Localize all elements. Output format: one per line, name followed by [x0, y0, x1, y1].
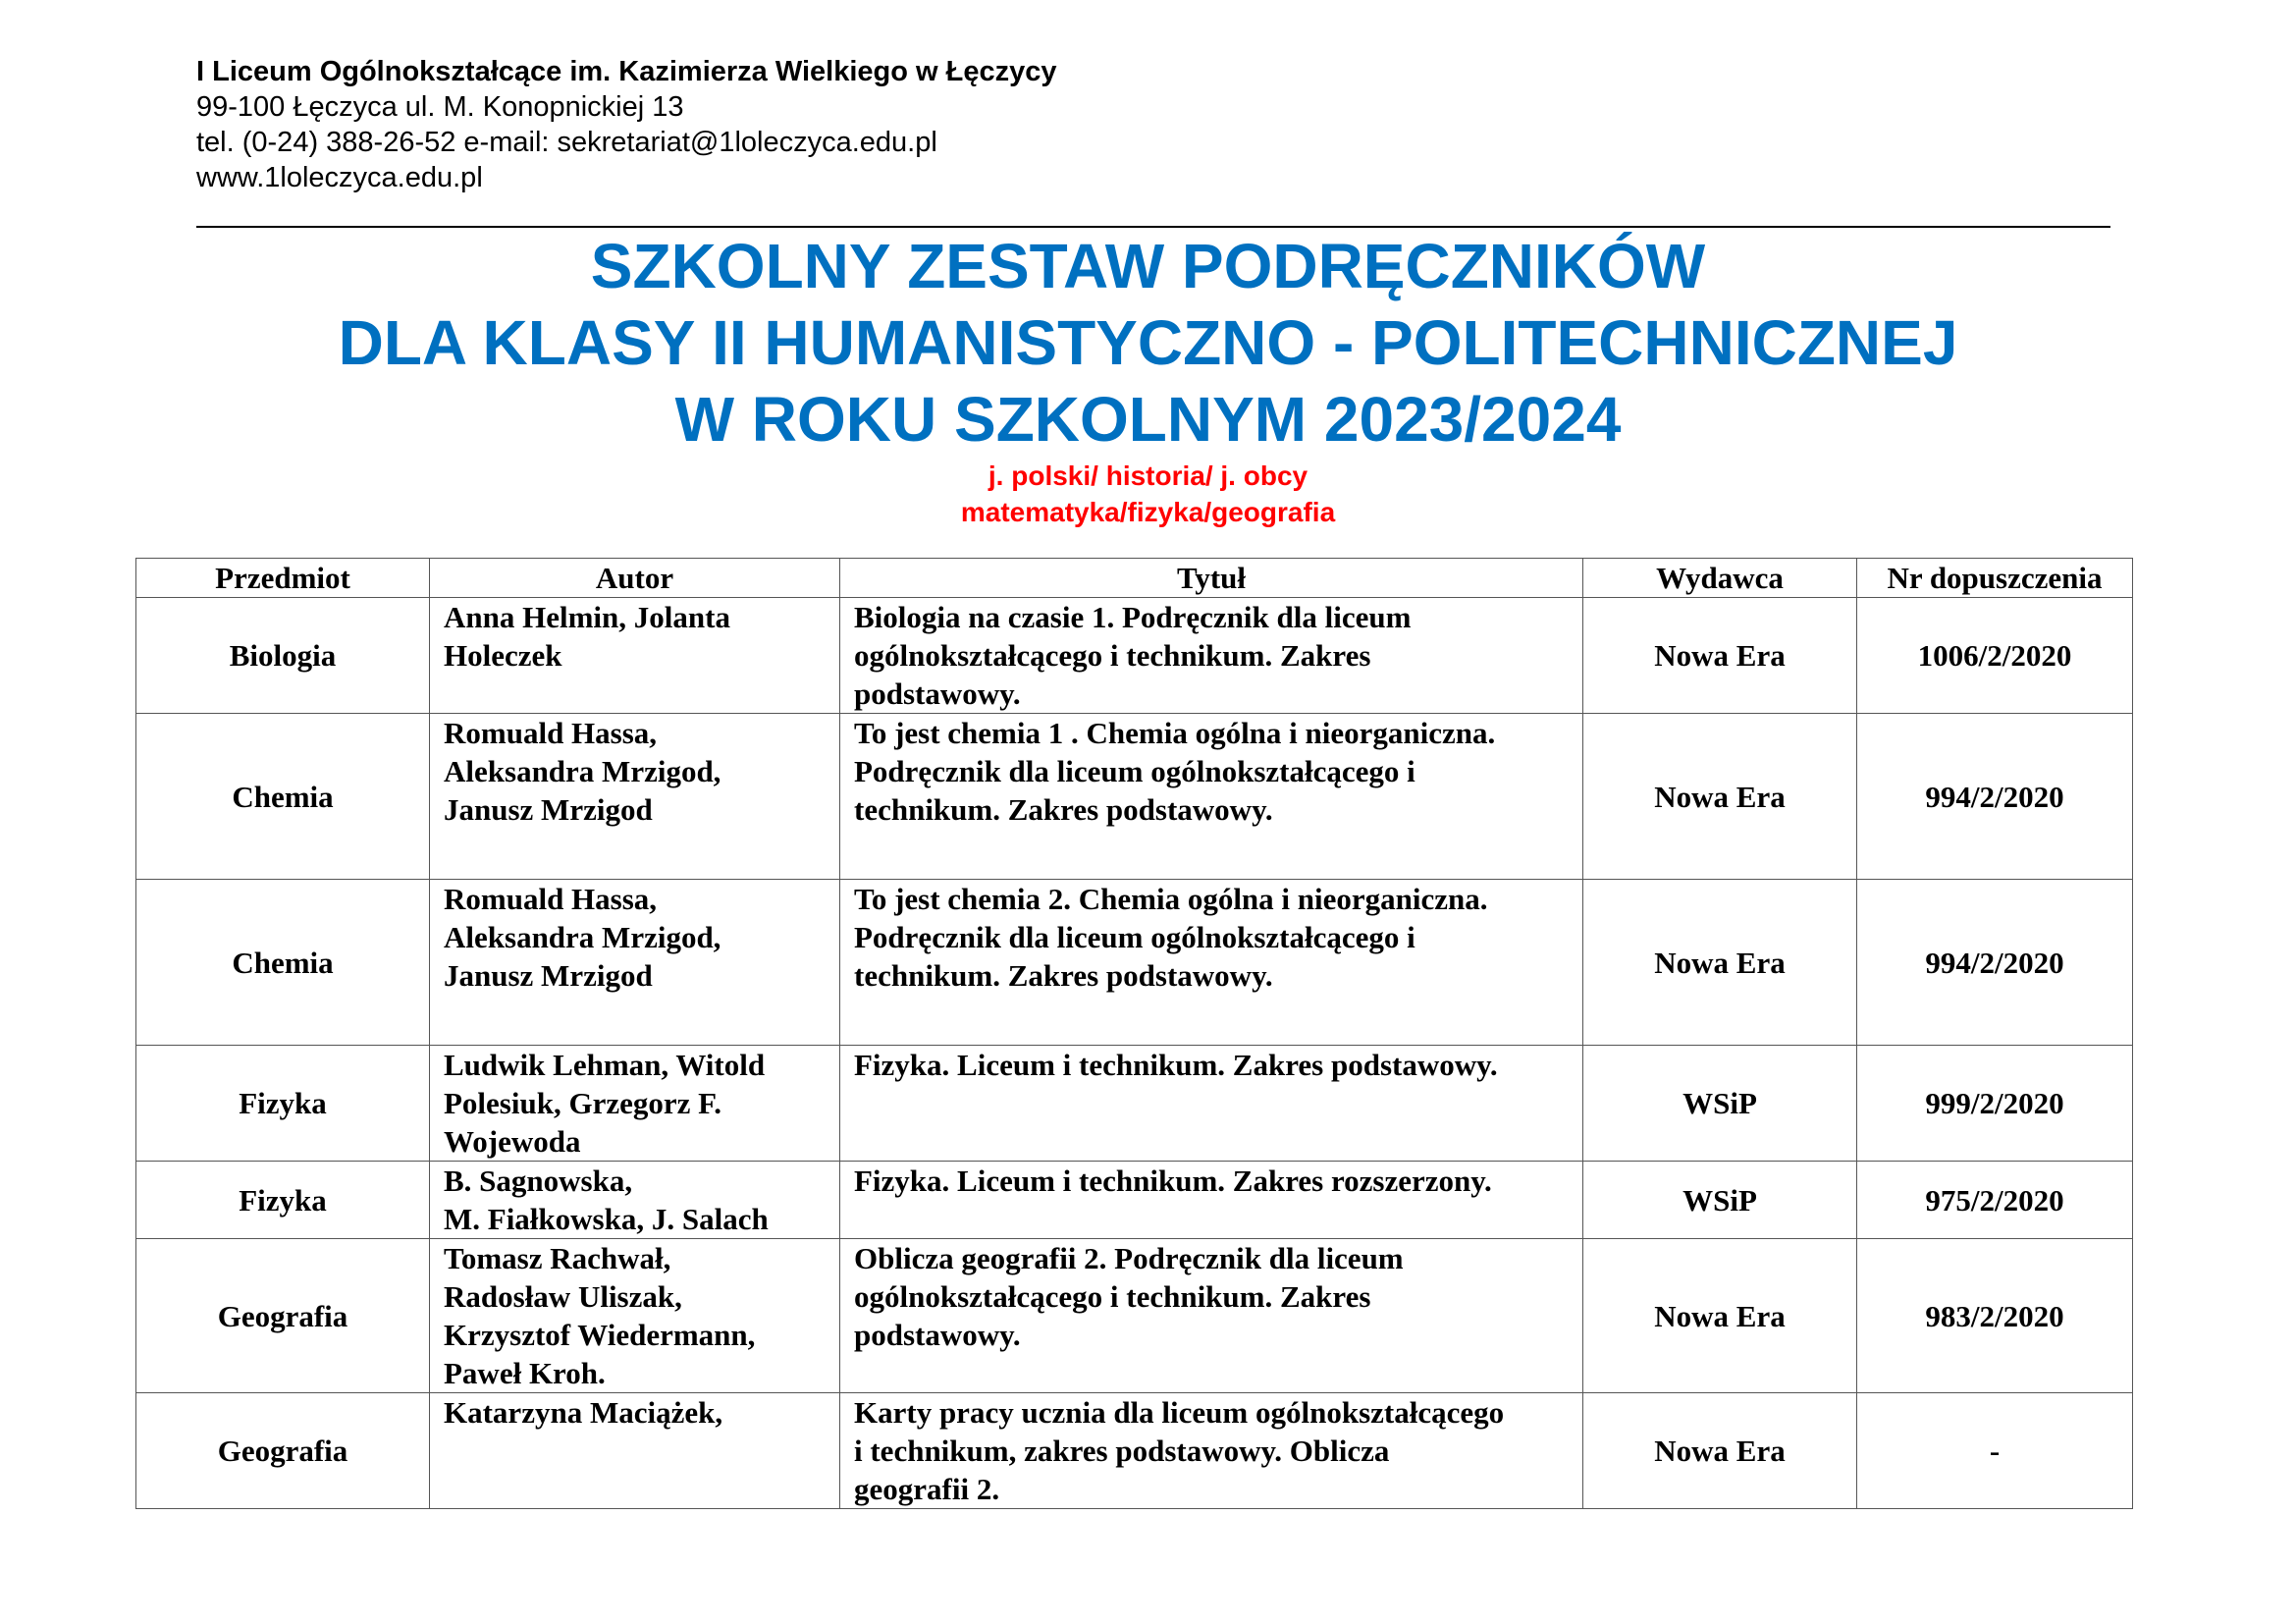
cell-title [840, 880, 1583, 1046]
cell-subject: Geografia [136, 1239, 430, 1393]
table-row [136, 714, 2133, 880]
cell-author-line: M. Fiałkowska, J. Salach [444, 1202, 769, 1236]
school-name: I Liceum Ogólnokształcące im. Kazimierza Wielkiego w Łęczycy [196, 56, 1057, 87]
cell-publisher: WSiP [1583, 1046, 1857, 1162]
cell-title-line: geografii 2. [854, 1472, 1000, 1506]
table-header-row [136, 559, 2133, 598]
header-subject: Przedmiot [136, 559, 430, 598]
cell-title-line: Fizyka. Liceum i technikum. Zakres podstawowy. [854, 1048, 1498, 1082]
cell-author-line: Romuald Hassa, [444, 882, 658, 916]
cell-author-line: Tomasz Rachwał, [444, 1241, 671, 1275]
cell-publisher: Nowa Era [1583, 1239, 1857, 1393]
document-subtitle [0, 458, 2296, 530]
cell-publisher: Nowa Era [1583, 880, 1857, 1046]
cell-publisher: WSiP [1583, 1162, 1857, 1239]
title-line-2: DLA KLASY II HUMANISTYCZNO - POLITECHNICZNEJ [338, 307, 1958, 378]
cell-title-line: technikum. Zakres podstawowy. [854, 792, 1273, 827]
cell-author-line: Polesiuk, Grzegorz F. [444, 1086, 721, 1120]
cell-publisher: Nowa Era [1583, 598, 1857, 714]
cell-title-line: Podręcznik dla liceum ogólnokształcącego i [854, 754, 1415, 788]
subtitle-line-2: matematyka/fizyka/geografia [960, 497, 1336, 527]
cell-title [840, 714, 1583, 880]
cell-author-line: Anna Helmin, Jolanta [444, 600, 730, 634]
cell-title-line: podstawowy. [854, 1318, 1021, 1352]
document-title [0, 228, 2296, 458]
table-row [136, 1162, 2133, 1239]
cell-author-line: Aleksandra Mrzigod, [444, 920, 721, 954]
cell-author [430, 1239, 840, 1393]
school-address: 99-100 Łęczyca ul. M. Konopnickiej 13 [196, 91, 684, 123]
header-approval-number: Nr dopuszczenia [1857, 559, 2133, 598]
cell-author-line: Ludwik Lehman, Witold [444, 1048, 766, 1082]
table-row [136, 1239, 2133, 1393]
cell-approval-number: 983/2/2020 [1857, 1239, 2133, 1393]
cell-title-line: To jest chemia 1 . Chemia ogólna i nieorganiczna. [854, 716, 1496, 750]
cell-subject: Fizyka [136, 1162, 430, 1239]
cell-approval-number: 999/2/2020 [1857, 1046, 2133, 1162]
cell-author [430, 714, 840, 880]
cell-author-line: Katarzyna Maciążek, [444, 1395, 723, 1430]
cell-title [840, 1239, 1583, 1393]
cell-title-line: technikum. Zakres podstawowy. [854, 958, 1273, 993]
school-contact: tel. (0-24) 388-26-52 e-mail: sekretariat@1loleczyca.edu.pl [196, 127, 937, 158]
cell-title-line: Karty pracy ucznia dla liceum ogólnokształcącego [854, 1395, 1505, 1430]
school-header [196, 54, 1057, 195]
cell-title [840, 1162, 1583, 1239]
cell-title-line: ogólnokształcącego i technikum. Zakres [854, 638, 1371, 673]
cell-author-line: Wojewoda [444, 1124, 581, 1159]
cell-author-line: Paweł Kroh. [444, 1356, 606, 1390]
cell-subject: Chemia [136, 714, 430, 880]
cell-approval-number: 975/2/2020 [1857, 1162, 2133, 1239]
cell-title-line: podstawowy. [854, 677, 1021, 711]
cell-author-line: Aleksandra Mrzigod, [444, 754, 721, 788]
header-author: Autor [430, 559, 840, 598]
cell-author-line: B. Sagnowska, [444, 1164, 633, 1198]
table-row [136, 880, 2133, 1046]
cell-approval-number: - [1857, 1393, 2133, 1509]
cell-subject: Geografia [136, 1393, 430, 1509]
cell-title-line: Oblicza geografii 2. Podręcznik dla liceum [854, 1241, 1404, 1275]
table-row [136, 598, 2133, 714]
cell-author-line: Radosław Uliszak, [444, 1279, 682, 1314]
title-line-1: SZKOLNY ZESTAW PODRĘCZNIKÓW [590, 231, 1706, 301]
cell-author [430, 880, 840, 1046]
school-website: www.1loleczyca.edu.pl [196, 162, 483, 193]
title-line-3: W ROKU SZKOLNYM 2023/2024 [674, 384, 1622, 455]
cell-subject: Fizyka [136, 1046, 430, 1162]
cell-approval-number: 994/2/2020 [1857, 880, 2133, 1046]
cell-subject: Chemia [136, 880, 430, 1046]
header-publisher: Wydawca [1583, 559, 1857, 598]
cell-title-line: Fizyka. Liceum i technikum. Zakres rozszerzony. [854, 1164, 1492, 1198]
cell-author-line: Romuald Hassa, [444, 716, 658, 750]
cell-publisher: Nowa Era [1583, 1393, 1857, 1509]
table-row [136, 1393, 2133, 1509]
cell-author-line: Krzysztof Wiedermann, [444, 1318, 756, 1352]
cell-title-line: Biologia na czasie 1. Podręcznik dla liceum [854, 600, 1412, 634]
cell-title [840, 598, 1583, 714]
cell-title-line: Podręcznik dla liceum ogólnokształcącego i [854, 920, 1415, 954]
cell-author-line: Holeczek [444, 638, 562, 673]
subtitle-line-1: j. polski/ historia/ j. obcy [988, 460, 1308, 491]
cell-author [430, 1393, 840, 1509]
header-title: Tytuł [840, 559, 1583, 598]
cell-author [430, 1162, 840, 1239]
cell-author [430, 1046, 840, 1162]
cell-approval-number: 994/2/2020 [1857, 714, 2133, 880]
cell-author [430, 598, 840, 714]
textbook-table [135, 558, 2133, 1509]
table-row [136, 1046, 2133, 1162]
cell-title [840, 1393, 1583, 1509]
cell-title-line: ogólnokształcącego i technikum. Zakres [854, 1279, 1371, 1314]
cell-approval-number: 1006/2/2020 [1857, 598, 2133, 714]
cell-title [840, 1046, 1583, 1162]
cell-author-line: Janusz Mrzigod [444, 792, 653, 827]
cell-author-line: Janusz Mrzigod [444, 958, 653, 993]
cell-title-line: To jest chemia 2. Chemia ogólna i nieorganiczna. [854, 882, 1488, 916]
cell-publisher: Nowa Era [1583, 714, 1857, 880]
cell-subject: Biologia [136, 598, 430, 714]
cell-title-line: i technikum, zakres podstawowy. Oblicza [854, 1434, 1390, 1468]
